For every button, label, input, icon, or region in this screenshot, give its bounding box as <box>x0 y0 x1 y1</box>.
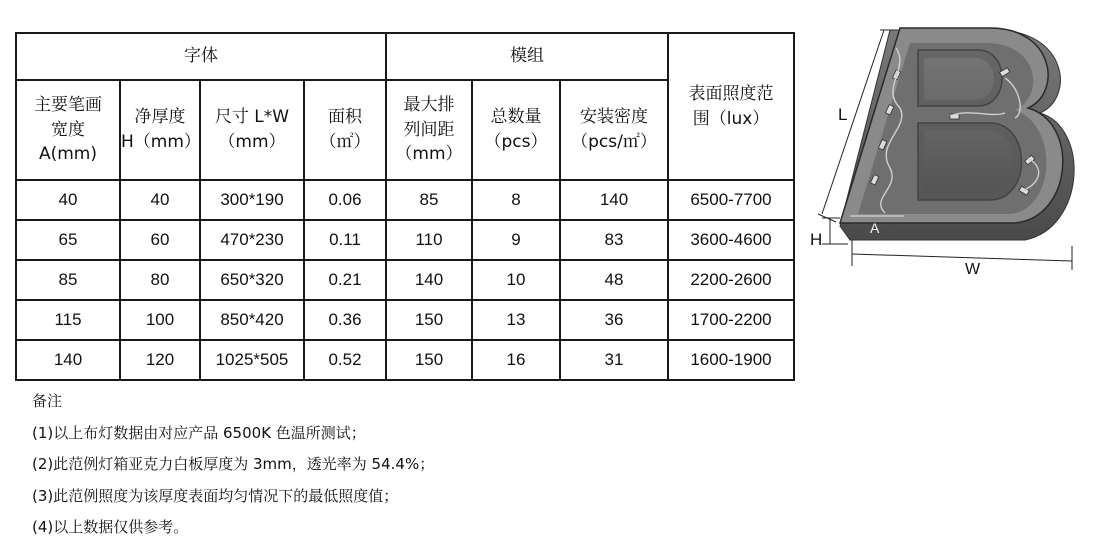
note-item: (3)此范例照度为该厚度表面均匀情况下的最低照度值； <box>32 486 399 505</box>
table-cell: 40 <box>120 180 200 220</box>
table-cell: 0.36 <box>304 300 386 340</box>
table-cell: 300*190 <box>200 180 304 220</box>
table-cell: 470*230 <box>200 220 304 260</box>
table-cell: 0.21 <box>304 260 386 300</box>
column-header-stroke-width: 主要笔画 宽度 A(mm) <box>16 80 120 180</box>
table-cell: 1700-2200 <box>668 300 794 340</box>
table-cell: 650*320 <box>200 260 304 300</box>
table-row <box>16 220 794 260</box>
table-cell: 48 <box>560 260 668 300</box>
notes-title: 备注 <box>32 392 63 410</box>
table-cell: 36 <box>560 300 668 340</box>
table-cell: 85 <box>386 180 472 220</box>
table-cell: 3600-4600 <box>668 220 794 260</box>
table-cell: 115 <box>16 300 120 340</box>
table-cell: 2200-2600 <box>668 260 794 300</box>
letter-b-diagram <box>800 18 1085 288</box>
table-cell: 8 <box>472 180 560 220</box>
table-cell: 31 <box>560 340 668 380</box>
table-cell: 80 <box>120 260 200 300</box>
table-cell: 13 <box>472 300 560 340</box>
table-cell: 9 <box>472 220 560 260</box>
table-cell: 6500-7700 <box>668 180 794 220</box>
table-cell: 140 <box>16 340 120 380</box>
note-item: (2)此范例灯箱亚克力白板厚度为 3mm，透光率为 54.4%； <box>32 455 435 473</box>
column-header-area: 面积 （㎡） <box>304 80 386 180</box>
column-header-density: 安装密度 （pcs/㎡） <box>560 80 668 180</box>
table-cell: 1600-1900 <box>668 340 794 380</box>
group-header-row <box>16 33 794 80</box>
table-cell: 10 <box>472 260 560 300</box>
table-cell: 110 <box>386 220 472 260</box>
label-h: H <box>810 230 823 249</box>
notes-section <box>32 386 434 544</box>
column-header-max-spacing: 最大排 列间距 （mm） <box>386 80 472 180</box>
table-cell: 0.06 <box>304 180 386 220</box>
table-cell: 83 <box>560 220 668 260</box>
table-cell: 16 <box>472 340 560 380</box>
table-cell: 140 <box>560 180 668 220</box>
note-item: (1)以上布灯数据由对应产品 6500K 色温所测试； <box>32 423 366 442</box>
table-cell: 100 <box>120 300 200 340</box>
table-cell: 150 <box>386 300 472 340</box>
table-cell: 120 <box>120 340 200 380</box>
table-cell: 40 <box>16 180 120 220</box>
table-cell: 850*420 <box>200 300 304 340</box>
table-row <box>16 260 794 300</box>
label-w: W <box>965 261 981 278</box>
table-row <box>16 180 794 220</box>
column-header-total-qty: 总数量 （pcs） <box>472 80 560 180</box>
label-a: A <box>870 220 880 236</box>
group-header-font: 字体 <box>16 33 386 80</box>
table-cell: 150 <box>386 340 472 380</box>
group-header-module: 模组 <box>386 33 668 80</box>
label-l: L <box>838 105 848 124</box>
table-cell: 0.11 <box>304 220 386 260</box>
table-cell: 85 <box>16 260 120 300</box>
spec-table <box>15 32 795 381</box>
table-cell: 140 <box>386 260 472 300</box>
table-row <box>16 340 794 380</box>
note-item: (4)以上数据仅供参考。 <box>32 518 189 536</box>
table-row <box>16 300 794 340</box>
column-header-thickness: 净厚度 H（mm） <box>120 80 200 180</box>
table-cell: 60 <box>120 220 200 260</box>
dimension-w <box>852 240 1072 270</box>
table-cell: 65 <box>16 220 120 260</box>
table-cell: 0.52 <box>304 340 386 380</box>
column-header-illuminance: 表面照度范 围（lux） <box>668 33 794 180</box>
column-header-size: 尺寸 L*W （mm） <box>200 80 304 180</box>
table-cell: 1025*505 <box>200 340 304 380</box>
